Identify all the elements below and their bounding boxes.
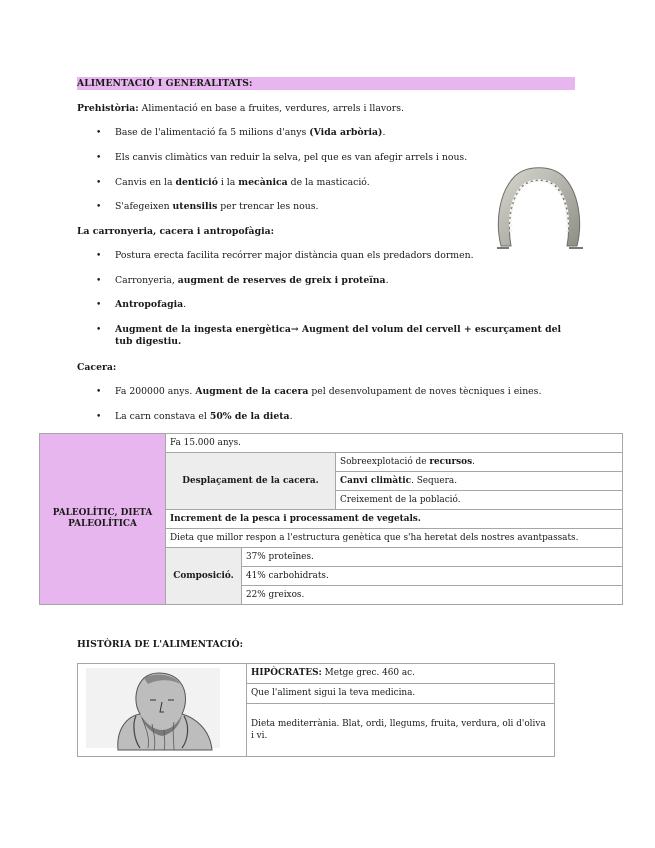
jaw-bone-image xyxy=(493,162,585,250)
table-cell: Dieta mediterrània. Blat, ordi, llegums, fruita, verdura, oli d'oliva i vi. xyxy=(247,703,555,756)
cell-text: . Sequera. xyxy=(411,475,458,486)
cell-bold: recursos xyxy=(429,456,473,467)
bullet-text: . xyxy=(382,127,386,138)
table-cell xyxy=(247,664,555,684)
table-cell xyxy=(336,472,623,491)
table-row xyxy=(40,434,623,453)
table-cell: Dieta que millor respon a l'estructura genètica que s'ha heretat dels nostres avantpassats. xyxy=(166,529,623,548)
paleolitic-table xyxy=(39,433,623,605)
bullet-icon: • xyxy=(96,153,102,163)
bullet-bold: dentició xyxy=(175,177,218,188)
bullet-bold: (Vida arbòria) xyxy=(309,127,383,138)
cell-bold: Canvi climàtic xyxy=(340,475,412,486)
bullet-icon: • xyxy=(96,128,102,138)
bullet-icon: • xyxy=(96,251,102,261)
table-cell: 22% greixos. xyxy=(242,586,623,605)
bullet-icon: • xyxy=(96,325,102,335)
cacera-heading xyxy=(77,362,116,374)
table-cell: Que l'aliment sigui la teva medicina. xyxy=(247,683,555,703)
bullet-text: Fa 200000 anys. xyxy=(115,386,196,397)
bullet-text: La carn constava el xyxy=(115,411,210,422)
portrait-cell xyxy=(78,664,247,757)
bullet-text: pel desenvolupament de noves tècniques i eines. xyxy=(308,386,542,397)
cell-text: . xyxy=(472,456,475,467)
bullet-text: Carronyeria, xyxy=(115,275,178,286)
bullet-icon: • xyxy=(96,178,102,188)
bullet-bold: Augment de la cacera xyxy=(195,386,309,397)
bullet-text: . xyxy=(289,411,293,422)
bullet-bold: utensilis xyxy=(172,201,218,212)
carronyeria-heading xyxy=(77,226,274,238)
table-row xyxy=(78,664,555,684)
bullet-text: Els canvis climàtics van reduir la selva, pel que es van afegir arrels i nous. xyxy=(115,152,468,163)
bullet-text: . xyxy=(183,299,187,310)
prehistoria-label: Prehistòria: xyxy=(77,103,139,114)
table-cell: Increment de la pesca i processament de vegetals. xyxy=(166,510,623,529)
bullet-text: Base de l'alimentació fa 5 milions d'anys xyxy=(115,127,310,138)
bullet-bold: Augment de la ingesta energètica xyxy=(115,324,291,335)
bullet-text: per trencar les nous. xyxy=(217,201,319,212)
table-cell xyxy=(336,453,623,472)
bullet-text: . xyxy=(385,275,389,286)
bullet-bold: mecànica xyxy=(238,177,288,188)
prehistoria-text: Alimentació en base a fruites, verdures, arrels i llavors. xyxy=(138,103,404,114)
cell-text: Metge grec. 460 ac. xyxy=(321,668,415,679)
desplacament-label-cell: Desplaçament de la cacera. xyxy=(166,453,336,510)
bullet-text: S'afegeixen xyxy=(115,201,173,212)
bullet-icon: • xyxy=(96,300,102,310)
bullet-text: → Augment del volum del cervell + escurçament del tub digestiu. xyxy=(115,324,562,347)
carronyeria-label: La carronyeria, cacera i antropofàgia: xyxy=(77,226,275,237)
hipocrates-table xyxy=(77,663,555,757)
bullet-bold: augment de reserves de greix i proteïna xyxy=(177,275,386,286)
cacera-label: Cacera: xyxy=(77,362,117,373)
bullet-bold: 50% de la dieta xyxy=(209,411,290,422)
cell-text: Sobreexplotació de xyxy=(340,456,430,467)
bullet-text: Canvis en la xyxy=(115,177,176,188)
section-heading-generalitats: ALIMENTACIÓ I GENERALITATS: xyxy=(77,77,575,90)
section-heading-historia: HISTÒRIA DE L'ALIMENTACIÓ: xyxy=(77,639,244,650)
bullet-text: Postura erecta facilita recórrer major distància quan els predadors dormen. xyxy=(115,250,474,261)
bullet-icon: • xyxy=(96,276,102,286)
hipocrates-name: HIPÒCRATES: xyxy=(251,668,322,679)
bullet-icon: • xyxy=(96,387,102,397)
bullet-icon: • xyxy=(96,202,102,212)
hippocrates-bust-image xyxy=(78,664,246,752)
prehistoria-paragraph xyxy=(77,103,404,115)
table-cell: 37% proteïnes. xyxy=(242,548,623,567)
bullet-text: de la masticació. xyxy=(287,177,370,188)
composicio-label-cell: Composició. xyxy=(166,548,242,605)
bullet-bold: Antropofagia xyxy=(115,299,184,310)
bullet-text: i la xyxy=(217,177,239,188)
table-cell: Creixement de la població. xyxy=(336,491,623,510)
table-cell: 41% carbohidrats. xyxy=(242,567,623,586)
table-cell: Fa 15.000 anys. xyxy=(166,434,623,453)
bullet-icon: • xyxy=(96,412,102,422)
paleolitic-title-cell: PALEOLÍTIC, DIETA PALEOLÍTICA xyxy=(40,434,166,605)
